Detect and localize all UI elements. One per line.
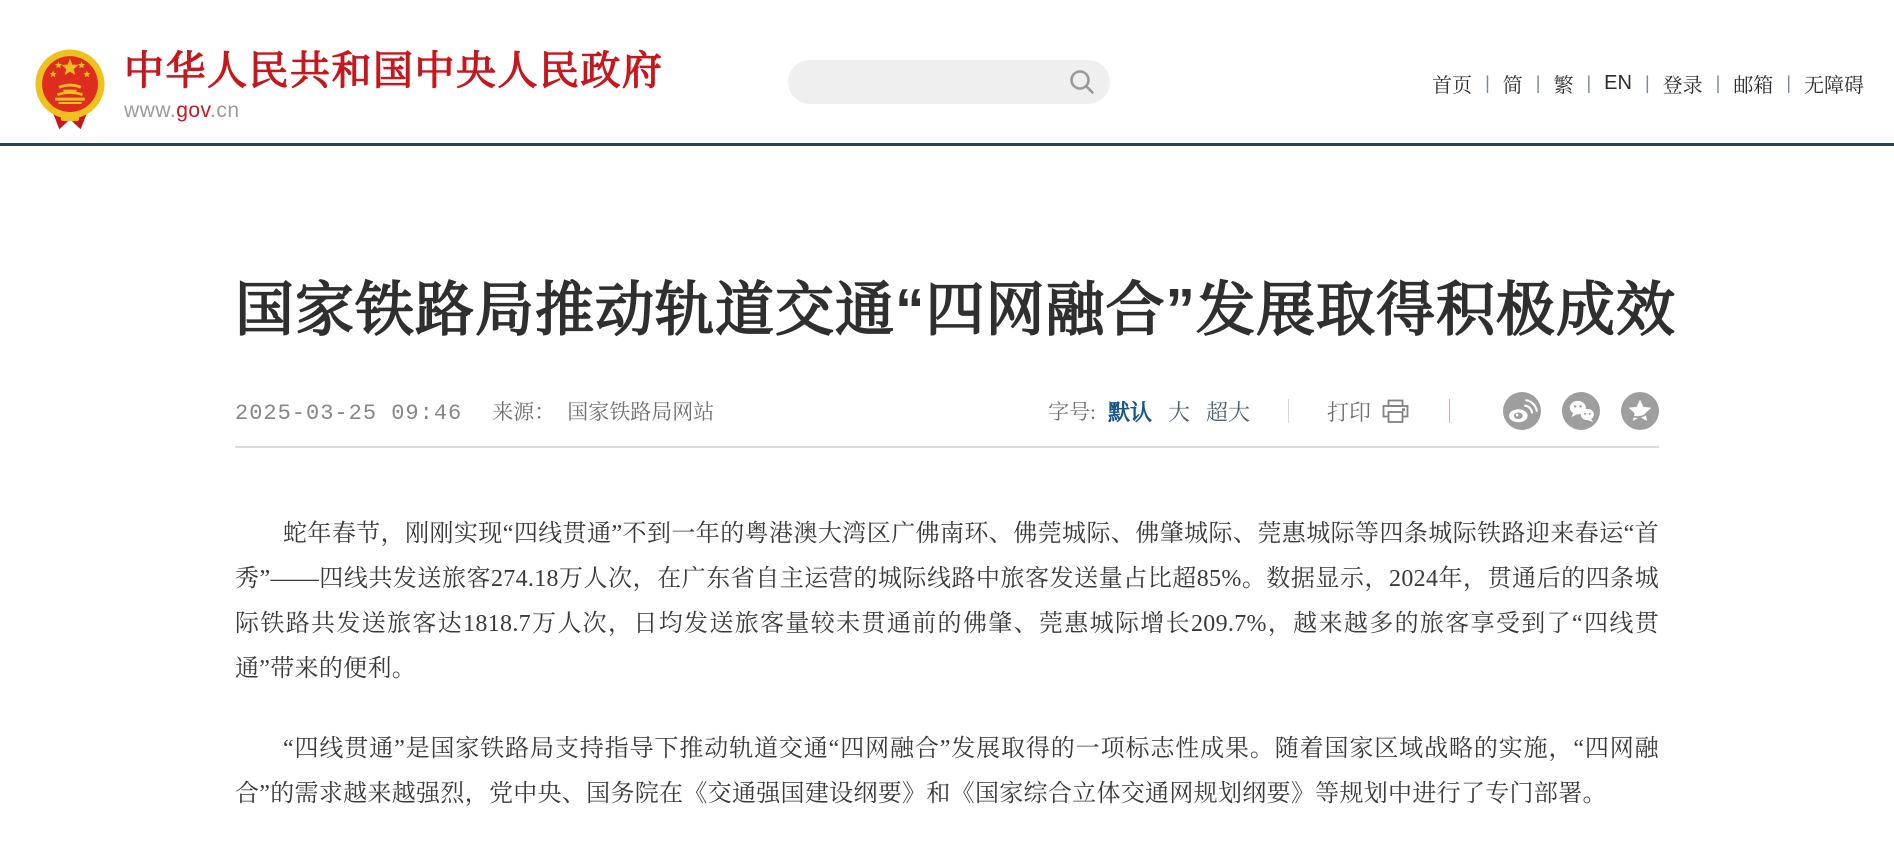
font-size-xlarge[interactable]: 超大 bbox=[1205, 399, 1250, 425]
site-url-www: www. bbox=[124, 99, 177, 122]
search-input[interactable] bbox=[810, 62, 1050, 102]
font-size-default[interactable]: 默认 bbox=[1107, 399, 1152, 425]
content-divider bbox=[235, 446, 1659, 448]
meta-row bbox=[235, 392, 1659, 430]
nav-traditional[interactable]: 繁 bbox=[1553, 75, 1574, 97]
logo-text bbox=[124, 45, 664, 123]
nav-separator: | bbox=[1715, 73, 1721, 93]
nav-separator: | bbox=[1586, 73, 1592, 93]
article-title: 国家铁路局推动轨道交通“四网融合”发展取得积极成效 bbox=[235, 277, 1677, 343]
nav-login[interactable]: 登录 bbox=[1662, 75, 1703, 97]
share-weibo-icon[interactable] bbox=[1503, 392, 1541, 430]
site-url-gov: gov bbox=[176, 99, 210, 122]
print-button[interactable] bbox=[1327, 396, 1409, 427]
top-nav bbox=[1432, 69, 1864, 98]
nav-separator: | bbox=[1786, 73, 1791, 93]
share-vertical-divider bbox=[1449, 399, 1450, 423]
nav-english[interactable]: EN bbox=[1604, 72, 1632, 94]
nav-separator: | bbox=[1535, 73, 1541, 93]
nav-simplified[interactable]: 简 bbox=[1502, 75, 1523, 97]
paragraph-1: 蛇年春节，刚刚实现“四线贯通”不到一年的粤港澳大湾区广佛南环、佛莞城际、佛肇城际、莞惠城际等四条城际铁路迎来春运“首秀”——四线共发送旅客274.18万人次，在广东省自主运营的城际线路中旅客发送量占比超85%。数据显示，2024年，贯通后的四条城际铁路共发送旅客达1818.7万人次，日均发送旅客量较未贯通前的佛肇、莞惠城际增长209.7%，越来越多的旅客享受到了“四线贯通”带来的便利。 bbox=[235, 521, 1659, 682]
site-logo[interactable] bbox=[33, 45, 664, 133]
article-body bbox=[235, 512, 1659, 847]
site-url-cn: .cn bbox=[210, 99, 240, 122]
printer-icon bbox=[1382, 399, 1409, 424]
print-label: 打印 bbox=[1326, 399, 1371, 425]
paragraph-2: “四线贯通”是国家铁路局支持指导下推动轨道交通“四网融合”发展取得的一项标志性成果。随着国家区域战略的实施，“四网融合”的需求越来越强烈，党中央、国务院在《交通强国建设纲要》和《国家综合立体交通网规划纲要》等规划中进行了专门部署。 bbox=[235, 736, 1659, 807]
favorite-star-icon[interactable] bbox=[1621, 392, 1659, 430]
site-header bbox=[0, 0, 1894, 143]
article bbox=[235, 146, 1677, 847]
publish-datetime: 2025-03-25 09:46 bbox=[235, 401, 463, 426]
font-size-label: 字号: bbox=[1048, 400, 1096, 424]
nav-separator: | bbox=[1644, 73, 1650, 93]
meta-right bbox=[1048, 392, 1659, 430]
site-title: 中华人民共和国中央人民政府 bbox=[124, 49, 664, 93]
nav-home[interactable]: 首页 bbox=[1432, 75, 1473, 97]
meta-left bbox=[235, 396, 714, 426]
search-icon[interactable] bbox=[1067, 67, 1097, 97]
national-emblem-icon bbox=[33, 45, 107, 133]
source-label: 来源： bbox=[492, 400, 556, 424]
share-wechat-icon[interactable] bbox=[1562, 392, 1600, 430]
nav-mailbox[interactable]: 邮箱 bbox=[1733, 75, 1774, 97]
nav-accessibility[interactable]: 无障碍 bbox=[1804, 75, 1864, 97]
site-url bbox=[124, 99, 664, 123]
meta-vertical-divider bbox=[1288, 399, 1289, 423]
source-name: 国家铁路局网站 bbox=[567, 400, 715, 424]
nav-separator: | bbox=[1485, 73, 1490, 93]
search-box[interactable] bbox=[788, 60, 1110, 104]
font-size-large[interactable]: 大 bbox=[1167, 399, 1190, 425]
